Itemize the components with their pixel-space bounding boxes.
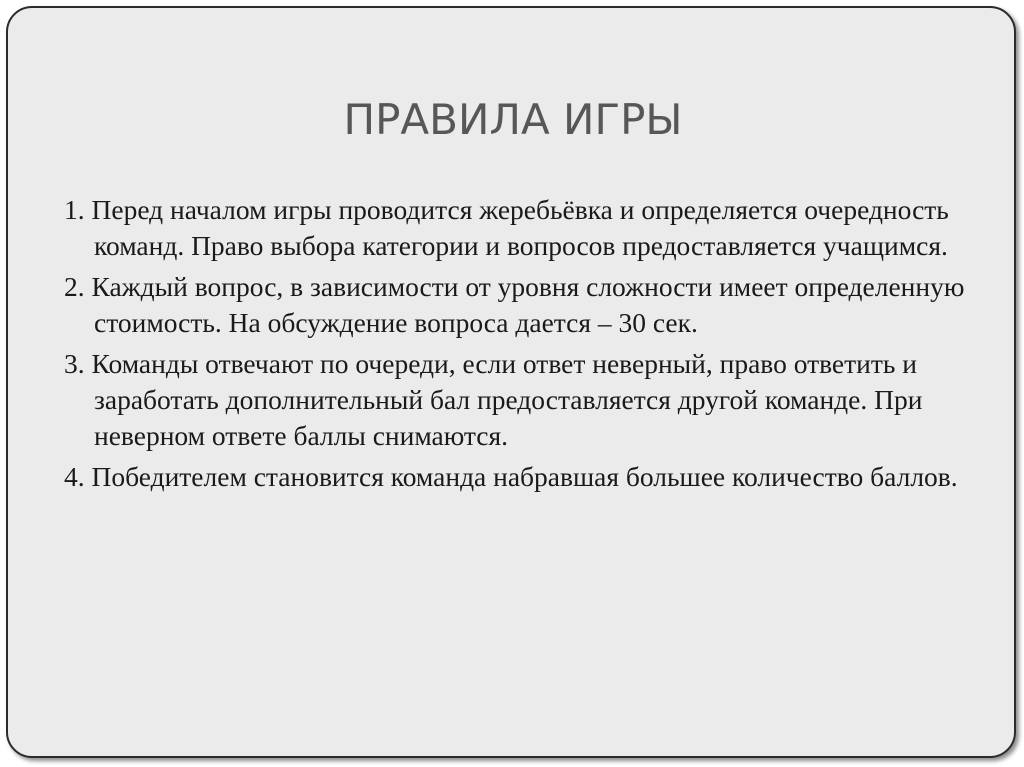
rules-list xyxy=(64,192,984,500)
slide xyxy=(6,6,1016,758)
rule-item-4: 4. Победителем становится команда набравшая большее количество баллов. xyxy=(64,461,958,492)
rule-item-2: 2. Каждый вопрос, в зависимости от уровня сложности имеет определенную стоимость. На обсуждение вопроса дается – 30 сек. xyxy=(64,271,965,338)
slide-title: ПРАВИЛА ИГРЫ xyxy=(343,95,683,144)
rule-item-3: 3. Команды отвечают по очереди, если ответ неверный, право ответить и заработать дополнительный бал предоставляется другой команде. При неверном ответе баллы снимаются. xyxy=(64,348,923,451)
rule-item-1: 1. Перед началом игры проводится жеребьёвка и определяется очередность команд. Право выбора категории и вопросов предоставляется учащимся. xyxy=(64,194,949,261)
